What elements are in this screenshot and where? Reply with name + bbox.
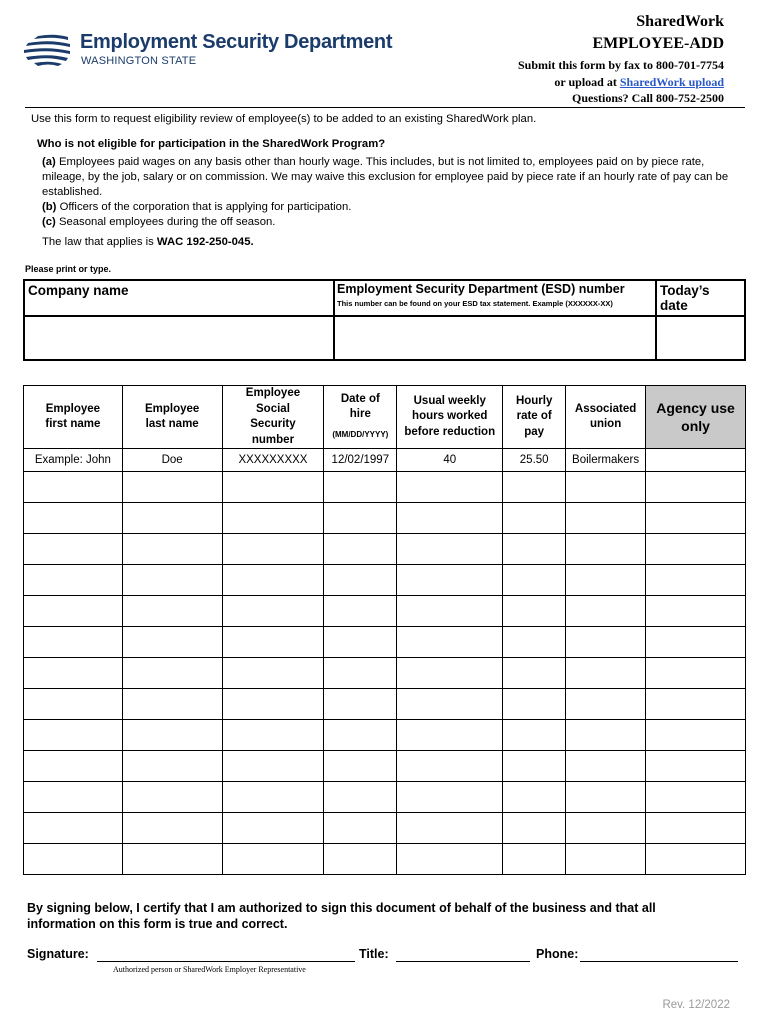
- entry-rate-cell[interactable]: [503, 813, 566, 844]
- employee-entry-row: [24, 813, 746, 844]
- entry-ssn-cell[interactable]: [222, 534, 324, 565]
- employee-entry-row: [24, 751, 746, 782]
- entry-last-cell[interactable]: [122, 813, 222, 844]
- org-name: Employment Security Department: [80, 31, 393, 53]
- entry-first-cell[interactable]: [24, 472, 123, 503]
- entry-hire-cell[interactable]: [324, 627, 397, 658]
- entry-first-cell[interactable]: [24, 534, 123, 565]
- entry-agency-cell: [646, 813, 746, 844]
- entry-last-cell[interactable]: [122, 720, 222, 751]
- employee-entry-row: [24, 596, 746, 627]
- col-hourly-rate-label: Hourly rate of pay: [515, 394, 553, 438]
- signature-field[interactable]: [97, 961, 355, 962]
- col-hourly-rate: [503, 386, 566, 449]
- signature-note: Authorized person or SharedWork Employer Representative: [113, 965, 306, 974]
- col-hire-date: [324, 386, 397, 449]
- entry-union-cell[interactable]: [566, 472, 646, 503]
- employee-entry-row: [24, 844, 746, 875]
- exclusion-b: [42, 200, 742, 215]
- title-field[interactable]: [396, 961, 530, 962]
- certification-text: By signing below, I certify that I am authorized to sign this document of behalf of the business and that all information on this form is true and correct.: [27, 901, 656, 931]
- entry-union-cell[interactable]: [566, 534, 646, 565]
- example-first: Example: John: [24, 449, 123, 472]
- entry-hours-cell[interactable]: [397, 534, 503, 565]
- col-first-name-label: Employee first name: [45, 402, 101, 430]
- upload-line: [554, 75, 724, 90]
- employee-entry-row: [24, 627, 746, 658]
- entry-first-cell[interactable]: [24, 689, 123, 720]
- entry-rate-cell[interactable]: [503, 689, 566, 720]
- esd-number-field[interactable]: [334, 316, 656, 360]
- entry-hours-cell[interactable]: [397, 503, 503, 534]
- entry-last-cell[interactable]: [122, 503, 222, 534]
- entry-hire-cell[interactable]: [324, 782, 397, 813]
- entry-first-cell[interactable]: [24, 565, 123, 596]
- entry-ssn-cell[interactable]: [222, 782, 324, 813]
- entry-last-cell[interactable]: [122, 472, 222, 503]
- col-hire-date-format: (MM/DD/YYYY): [332, 429, 389, 439]
- purpose-text: Use this form to request eligibility review of employee(s) to be added to an existing SharedWork plan.: [31, 113, 537, 125]
- col-ssn: [222, 386, 324, 449]
- company-name-header: [24, 280, 334, 316]
- header-divider: [25, 107, 745, 108]
- law-reference: [42, 235, 742, 250]
- entry-first-cell[interactable]: [24, 627, 123, 658]
- entry-first-cell[interactable]: [24, 658, 123, 689]
- entry-hire-cell[interactable]: [324, 534, 397, 565]
- sharedwork-upload-link[interactable]: SharedWork upload: [619, 75, 724, 89]
- entry-hire-cell[interactable]: [324, 565, 397, 596]
- entry-agency-cell: [646, 844, 746, 875]
- esd-number-label: Employment Security Department (ESD) number: [337, 282, 625, 296]
- form-title: EMPLOYEE-ADD: [592, 35, 724, 52]
- entry-ssn-cell[interactable]: [222, 472, 324, 503]
- col-weekly-hours-label: Usual weekly hours worked before reduction: [404, 394, 496, 438]
- exclusion-a-label: (a): [42, 156, 56, 168]
- entry-agency-cell: [646, 472, 746, 503]
- example-rate: 25.50: [503, 449, 566, 472]
- employee-entry-row: [24, 472, 746, 503]
- col-agency-use-label: Agency use only: [656, 400, 735, 434]
- entry-rate-cell[interactable]: [503, 844, 566, 875]
- program-name: SharedWork: [636, 13, 724, 30]
- entry-ssn-cell[interactable]: [222, 844, 324, 875]
- employee-entry-row: [24, 782, 746, 813]
- company-name-field[interactable]: [24, 316, 334, 360]
- entry-union-cell[interactable]: [566, 503, 646, 534]
- exclusion-c-label: (c): [42, 216, 56, 228]
- example-union: Boilermakers: [566, 449, 646, 472]
- col-last-name-label: Employee last name: [145, 402, 200, 430]
- employee-entry-row: [24, 689, 746, 720]
- col-hire-date-label: Date of hire: [340, 392, 380, 421]
- employee-entry-row: [24, 534, 746, 565]
- law-code: WAC 192-250-045.: [156, 236, 254, 248]
- entry-agency-cell: [646, 782, 746, 813]
- example-agency: [646, 449, 746, 472]
- esd-number-header: [334, 280, 656, 316]
- entry-hours-cell[interactable]: [397, 627, 503, 658]
- col-ssn-label: Employee Social Security number: [245, 387, 301, 446]
- entry-agency-cell: [646, 720, 746, 751]
- entry-agency-cell: [646, 689, 746, 720]
- upload-prefix: or upload at: [554, 75, 620, 89]
- entry-hours-cell[interactable]: [397, 565, 503, 596]
- entry-rate-cell[interactable]: [503, 565, 566, 596]
- entry-first-cell[interactable]: [24, 720, 123, 751]
- entry-hire-cell[interactable]: [324, 689, 397, 720]
- entry-hire-cell[interactable]: [324, 751, 397, 782]
- esd-logo: [24, 31, 404, 71]
- entry-rate-cell[interactable]: [503, 534, 566, 565]
- eligibility-question: Who is not eligible for participation in the SharedWork Program?: [37, 138, 386, 150]
- fax-line: Submit this form by fax to 800-701-7754: [518, 58, 724, 72]
- employee-entry-row: [24, 503, 746, 534]
- todays-date-field[interactable]: [656, 316, 745, 360]
- entry-ssn-cell[interactable]: [222, 751, 324, 782]
- entry-ssn-cell[interactable]: [222, 813, 324, 844]
- col-last-name: [122, 386, 222, 449]
- entry-hire-cell[interactable]: [324, 720, 397, 751]
- example-last: Doe: [122, 449, 222, 472]
- entry-rate-cell[interactable]: [503, 658, 566, 689]
- entry-first-cell[interactable]: [24, 596, 123, 627]
- exclusion-a-text: Employees paid wages on any basis other than hourly wage. This includes, but is not limited to, employees paid on by piece rate, mileage, by the job, salary or on commission. We may waive this exclusion for employee paid by piece rate if an hourly rate of pay can be established.: [42, 156, 729, 198]
- signature-label: Signature:: [27, 947, 89, 961]
- entry-agency-cell: [646, 503, 746, 534]
- entry-hours-cell[interactable]: [397, 689, 503, 720]
- entry-hours-cell[interactable]: [397, 596, 503, 627]
- employee-entry-row: [24, 565, 746, 596]
- company-info-table: [23, 279, 746, 361]
- entry-ssn-cell[interactable]: [222, 565, 324, 596]
- employee-table: [23, 385, 746, 875]
- entry-last-cell[interactable]: [122, 782, 222, 813]
- entry-first-cell[interactable]: [24, 844, 123, 875]
- entry-ssn-cell[interactable]: [222, 503, 324, 534]
- col-union-label: Associated union: [574, 402, 637, 430]
- entry-agency-cell: [646, 565, 746, 596]
- entry-union-cell[interactable]: [566, 844, 646, 875]
- entry-agency-cell: [646, 627, 746, 658]
- example-row: [24, 449, 746, 472]
- company-name-label: Company name: [28, 283, 129, 298]
- entry-hire-cell[interactable]: [324, 472, 397, 503]
- entry-first-cell[interactable]: [24, 813, 123, 844]
- entry-last-cell[interactable]: [122, 844, 222, 875]
- entry-agency-cell: [646, 596, 746, 627]
- example-hire: 12/02/1997: [324, 449, 397, 472]
- entry-rate-cell[interactable]: [503, 720, 566, 751]
- entry-last-cell[interactable]: [122, 534, 222, 565]
- exclusion-b-text: Officers of the corporation that is applying for participation.: [56, 201, 352, 213]
- entry-rate-cell[interactable]: [503, 472, 566, 503]
- entry-hours-cell[interactable]: [397, 782, 503, 813]
- title-label: Title:: [359, 947, 389, 961]
- todays-date-label: Today’s date: [660, 283, 710, 313]
- employee-entry-row: [24, 658, 746, 689]
- entry-hire-cell[interactable]: [324, 813, 397, 844]
- entry-hours-cell[interactable]: [397, 844, 503, 875]
- exclusion-b-label: (b): [42, 201, 57, 213]
- phone-label: Phone:: [536, 947, 579, 961]
- employee-entry-row: [24, 720, 746, 751]
- entry-hours-cell[interactable]: [397, 813, 503, 844]
- entry-ssn-cell[interactable]: [222, 596, 324, 627]
- entry-union-cell[interactable]: [566, 565, 646, 596]
- exclusion-a: [42, 155, 742, 200]
- print-note: Please print or type.: [25, 264, 112, 274]
- entry-hire-cell[interactable]: [324, 658, 397, 689]
- entry-hours-cell[interactable]: [397, 720, 503, 751]
- example-ssn: XXXXXXXXX: [222, 449, 324, 472]
- entry-agency-cell: [646, 534, 746, 565]
- entry-hire-cell[interactable]: [324, 596, 397, 627]
- col-union: [566, 386, 646, 449]
- entry-union-cell[interactable]: [566, 782, 646, 813]
- esd-logo-icon: [24, 33, 70, 67]
- entry-last-cell[interactable]: [122, 689, 222, 720]
- employee-table-header: [24, 386, 746, 449]
- entry-union-cell[interactable]: [566, 689, 646, 720]
- phone-field[interactable]: [580, 961, 738, 962]
- entry-hire-cell[interactable]: [324, 844, 397, 875]
- entry-last-cell[interactable]: [122, 565, 222, 596]
- entry-ssn-cell[interactable]: [222, 689, 324, 720]
- entry-last-cell[interactable]: [122, 751, 222, 782]
- example-hours: 40: [397, 449, 503, 472]
- entry-hours-cell[interactable]: [397, 658, 503, 689]
- entry-ssn-cell[interactable]: [222, 627, 324, 658]
- entry-union-cell[interactable]: [566, 658, 646, 689]
- entry-first-cell[interactable]: [24, 751, 123, 782]
- col-weekly-hours: [397, 386, 503, 449]
- entry-union-cell[interactable]: [566, 751, 646, 782]
- entry-rate-cell[interactable]: [503, 627, 566, 658]
- entry-hours-cell[interactable]: [397, 472, 503, 503]
- revision-label: Rev. 12/2022: [662, 999, 730, 1011]
- entry-agency-cell: [646, 751, 746, 782]
- entry-rate-cell[interactable]: [503, 503, 566, 534]
- entry-first-cell[interactable]: [24, 782, 123, 813]
- entry-rate-cell[interactable]: [503, 596, 566, 627]
- entry-last-cell[interactable]: [122, 596, 222, 627]
- org-state: WASHINGTON STATE: [81, 55, 197, 67]
- entry-ssn-cell[interactable]: [222, 658, 324, 689]
- entry-ssn-cell[interactable]: [222, 720, 324, 751]
- law-prefix: The law that applies is: [42, 236, 157, 248]
- entry-hours-cell[interactable]: [397, 751, 503, 782]
- exclusion-c: [42, 215, 742, 230]
- entry-hire-cell[interactable]: [324, 503, 397, 534]
- entry-last-cell[interactable]: [122, 627, 222, 658]
- col-first-name: [24, 386, 123, 449]
- todays-date-header: [656, 280, 745, 316]
- entry-union-cell[interactable]: [566, 720, 646, 751]
- esd-number-note: This number can be found on your ESD tax statement. Example (XXXXXX-XX): [337, 299, 613, 308]
- entry-union-cell[interactable]: [566, 596, 646, 627]
- exclusion-c-text: Seasonal employees during the off season.: [55, 216, 276, 228]
- entry-last-cell[interactable]: [122, 658, 222, 689]
- entry-rate-cell[interactable]: [503, 782, 566, 813]
- entry-agency-cell: [646, 658, 746, 689]
- questions-line: Questions? Call 800-752-2500: [571, 91, 724, 105]
- entry-first-cell[interactable]: [24, 503, 123, 534]
- entry-rate-cell[interactable]: [503, 751, 566, 782]
- entry-union-cell[interactable]: [566, 627, 646, 658]
- entry-union-cell[interactable]: [566, 813, 646, 844]
- col-agency-use: [646, 386, 746, 449]
